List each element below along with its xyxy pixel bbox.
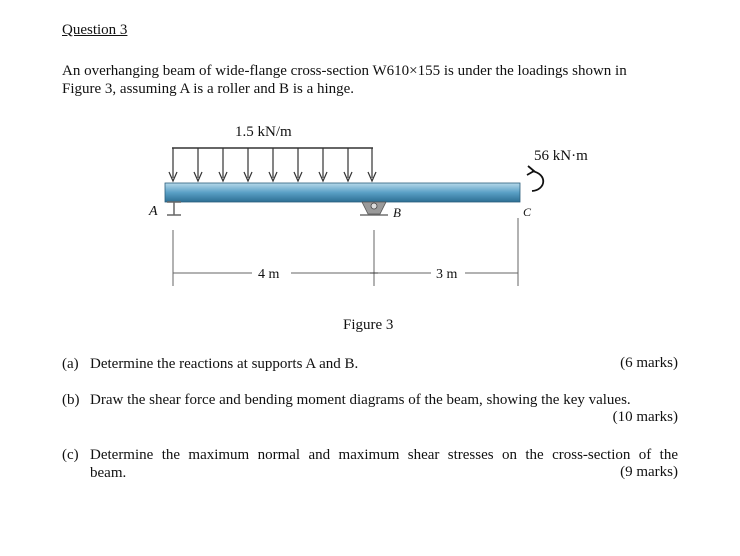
beam: [165, 183, 520, 202]
point-b-label: B: [393, 205, 401, 220]
part-a-text: Determine the reactions at supports A and B.: [90, 356, 359, 372]
hinge-support-b: [360, 202, 388, 215]
span-bc-label: 3 m: [436, 267, 458, 282]
part-a: [62, 355, 692, 375]
part-c-label: (c): [62, 447, 79, 463]
part-a-label: (a): [62, 356, 79, 372]
part-c-text-line-1: Determine the maximum normal and maximum shear stresses on the cross-section of the: [90, 447, 678, 463]
part-b-marks: (10 marks): [612, 409, 678, 425]
part-b-text: Draw the shear force and bending moment diagrams of the beam, showing the key values.: [90, 392, 631, 408]
span-ab-label: 4 m: [258, 267, 280, 282]
figure-caption: Figure 3: [343, 317, 394, 333]
dimension-lines: [173, 218, 518, 286]
question-heading: Question 3: [62, 22, 128, 38]
part-c-text-line-2: beam.: [90, 465, 127, 481]
roller-support-a: [167, 202, 181, 215]
distributed-load-label: 1.5 kN/m: [235, 124, 292, 140]
point-c-label: C: [523, 205, 532, 219]
distributed-load-arrows: [169, 148, 376, 181]
intro-line-1: An overhanging beam of wide-flange cross-section W610×155 is under the loadings shown in: [62, 63, 627, 79]
point-a-label: A: [149, 204, 158, 219]
part-b: [62, 391, 692, 411]
part-b-label: (b): [62, 392, 80, 408]
intro-line-2: Figure 3, assuming A is a roller and B is a hinge.: [62, 81, 355, 97]
part-a-marks: (6 marks): [620, 355, 678, 371]
part-c: [62, 446, 692, 486]
moment-label: 56 kN·m: [534, 148, 588, 164]
part-c-marks: (9 marks): [620, 464, 678, 480]
moment-arrow-icon: [532, 171, 543, 191]
